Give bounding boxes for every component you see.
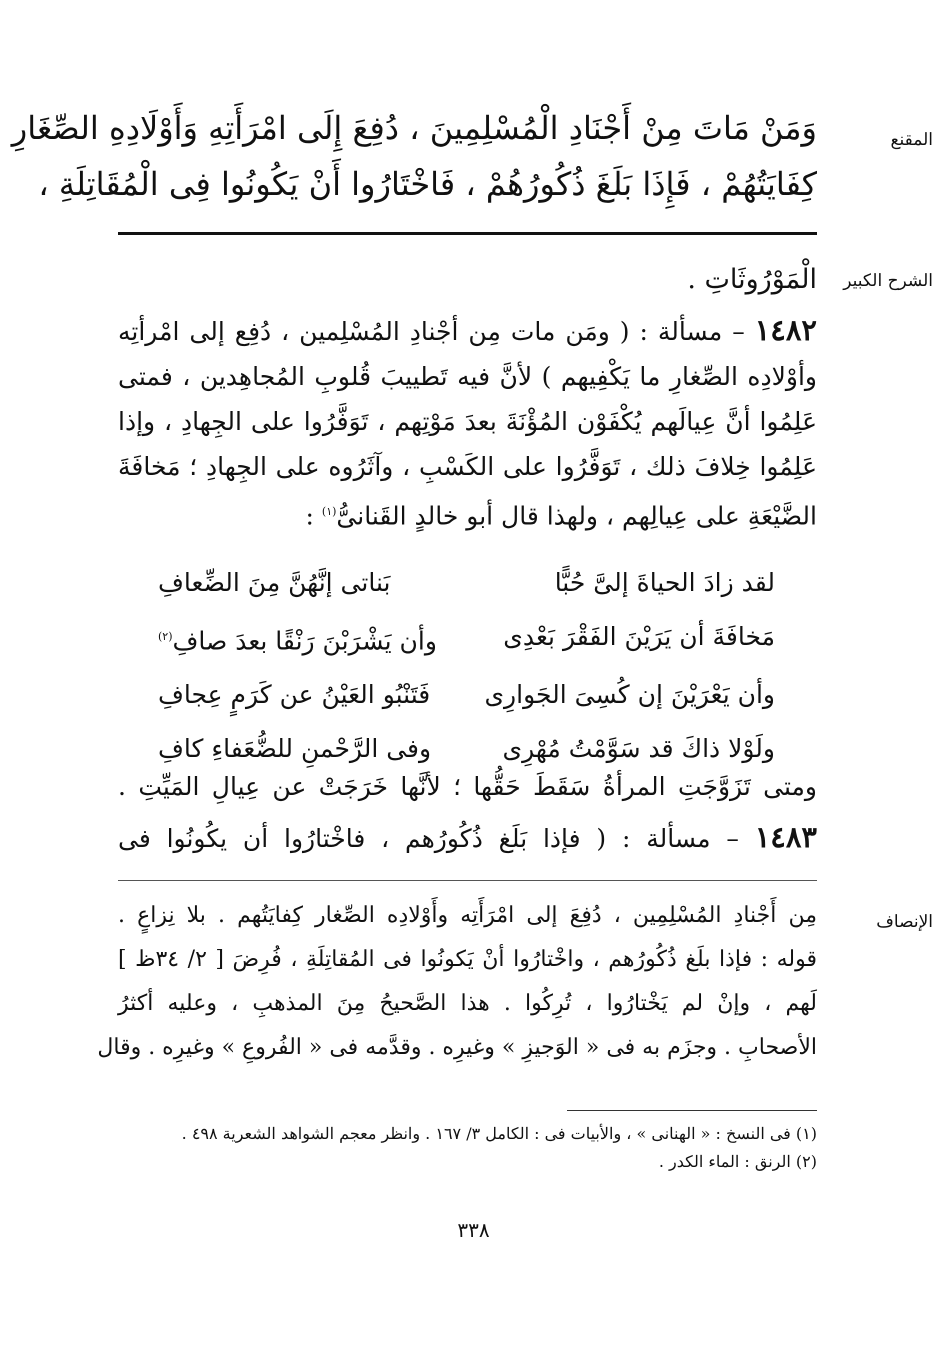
sharh-line bbox=[118, 489, 817, 538]
sharh-line-text: الضَّيْعَةِ على عِيالِهم ، ولهذا قال أبو خالدٍ القَنانىُّ bbox=[336, 501, 817, 531]
sharh-line: ومتى تَزَوَّجَتِ المرأةُ سَقَطَ حَقُّها ؛ لأنَّها خَرَجَتْ عن عِيالِ المَيِّتِ . bbox=[118, 772, 817, 801]
poem-hemistich: فَتَنْبُو العَيْنُ عن كَرَمٍ عِجافِ bbox=[158, 680, 431, 710]
masala-1482-line bbox=[118, 308, 817, 354]
sharh-line: الْمَوْرُوثَاتِ . bbox=[687, 264, 817, 295]
footnote-divider bbox=[567, 1110, 817, 1111]
poem-hemistich: ولَوْلا ذاكَ قد سَوَّمْتُ مُهْرِى bbox=[502, 734, 775, 764]
masala-number: ١٤٨٢ bbox=[754, 313, 817, 347]
sharh-text bbox=[118, 257, 817, 538]
poem-hemistich: مَخافَةَ أن يَرَيْنَ الفَقْرَ بَعْدِى bbox=[503, 622, 775, 651]
footnote: (١) فى النسخ : « الهنانى » ، والأبيات فى : الكامل ٣/ ١٦٧ . وانظر معجم الشواهد الشعرية ٤٩٨ . bbox=[181, 1124, 817, 1143]
poem-verse bbox=[158, 610, 775, 668]
sharh-label: الشرح الكبير bbox=[843, 271, 933, 291]
masala-number: ١٤٨٣ bbox=[754, 820, 817, 854]
insaf-line: الأصحابِ . وجزَم به فى « الوَجيزِ » وغيرِه . وقدَّمه فى « الفُروعِ » وغيرِه . وقال bbox=[97, 1035, 817, 1060]
poem-verse bbox=[158, 668, 775, 722]
sharh-continuation bbox=[118, 764, 817, 861]
poem bbox=[158, 556, 775, 776]
footnote-marker: (١) bbox=[321, 505, 337, 518]
muqni-label: المقنع bbox=[890, 130, 933, 150]
footnote-marker: (٢) bbox=[158, 630, 173, 643]
poem-hemistich: وأن يَعْرَيْنَ إن كُسِىَ الجَوارِى bbox=[484, 680, 775, 710]
poem-hemistich: وفى الرَّحْمنِ للضُّعَفاءِ كافِ bbox=[158, 734, 432, 764]
insaf-line: قوله : فإذا بلَغ ذُكُورُهم ، واخْتارُوا أنْ يَكونُوا فى المُقاتِلَةِ ، فُرِضَ [ ٢/ ٣٤ظ ] bbox=[118, 947, 817, 972]
masala-text: – مسألة : ( فإذا بَلَغ ذُكُورُهم ، فاخْتارُوا أن يكُونُوا فى bbox=[118, 824, 739, 853]
muqni-text bbox=[11, 100, 817, 212]
poem-hemistich: بَناتى إنَّهُنَّ مِنَ الضِّعافِ bbox=[158, 568, 391, 597]
section-divider bbox=[118, 232, 817, 235]
page-number: ٣٣٨ bbox=[457, 1218, 490, 1242]
insaf-line: لَهم ، وإنْ لم يَخْتارُوا ، تُرِكُوا . هذا الصَّحيحُ مِنَ المذهبِ ، وعليه أكثرُ bbox=[118, 991, 817, 1016]
footnote: (٢) الرنق : الماء الكدر . bbox=[658, 1152, 817, 1171]
insaf-label: الإنصاف bbox=[876, 912, 933, 932]
muqni-line: كِفَايَتُهُمْ ، فَإِذَا بَلَغَ ذُكُورُهُمْ ، فَاخْتَارُوا أَنْ يَكُونُوا فِى الْمُقَاتِلَةِ ، bbox=[38, 165, 817, 203]
poem-hemistich bbox=[158, 610, 437, 668]
masala-text: – مسألة : ( ومَن مات مِن أجْنادِ المُسْلِمين ، دُفِع إلى امْرأتِه bbox=[118, 317, 745, 346]
section-divider bbox=[118, 880, 817, 881]
poem-hemistich: لقد زادَ الحياةَ إلىَّ حُبًّا bbox=[554, 568, 775, 597]
poem-hemistich-text: وأن يَشْرَبْنَ رَنْقًا بعدَ صافِ bbox=[172, 626, 437, 656]
muqni-line: وَمَنْ مَاتَ مِنْ أَجْنَادِ الْمُسْلِمِينَ ، دُفِعَ إِلَى امْرَأَتِهِ وَأَوْلَادِهِ الصِّغَارِ bbox=[11, 109, 817, 147]
insaf-line: مِن أَجْنادِ المُسْلِمِين ، دُفِعَ إلى امْرَأَتِه وأَوْلادِه الصِّغار كِفايَتُهم . بلا نِزاعٍ . bbox=[118, 903, 817, 928]
sharh-line: وأوْلادِه الصِّغارِ ما يَكْفِيهم ) لأنَّ فيه تَطييبَ قُلوبِ المُجاهِدين ، فمتى bbox=[118, 362, 817, 391]
sharh-line: عَلِمُوا خِلافَ ذلك ، تَوَفَّرُوا على الكَسْبِ ، وآثَرُوه على الجِهادِ ؛ مَخافَةَ bbox=[118, 452, 817, 481]
sharh-line: عَلِمُوا أنَّ عِيالَهم يُكْفَوْن المُؤْنَةَ بعدَ مَوْتِهم ، تَوَفَّرُوا على الجِهادِ ، وإذا bbox=[118, 407, 817, 436]
colon: : bbox=[305, 501, 322, 531]
poem-verse bbox=[158, 556, 775, 610]
insaf-text bbox=[97, 894, 817, 1070]
footnotes bbox=[180, 1120, 817, 1176]
masala-1483-line bbox=[118, 815, 817, 861]
